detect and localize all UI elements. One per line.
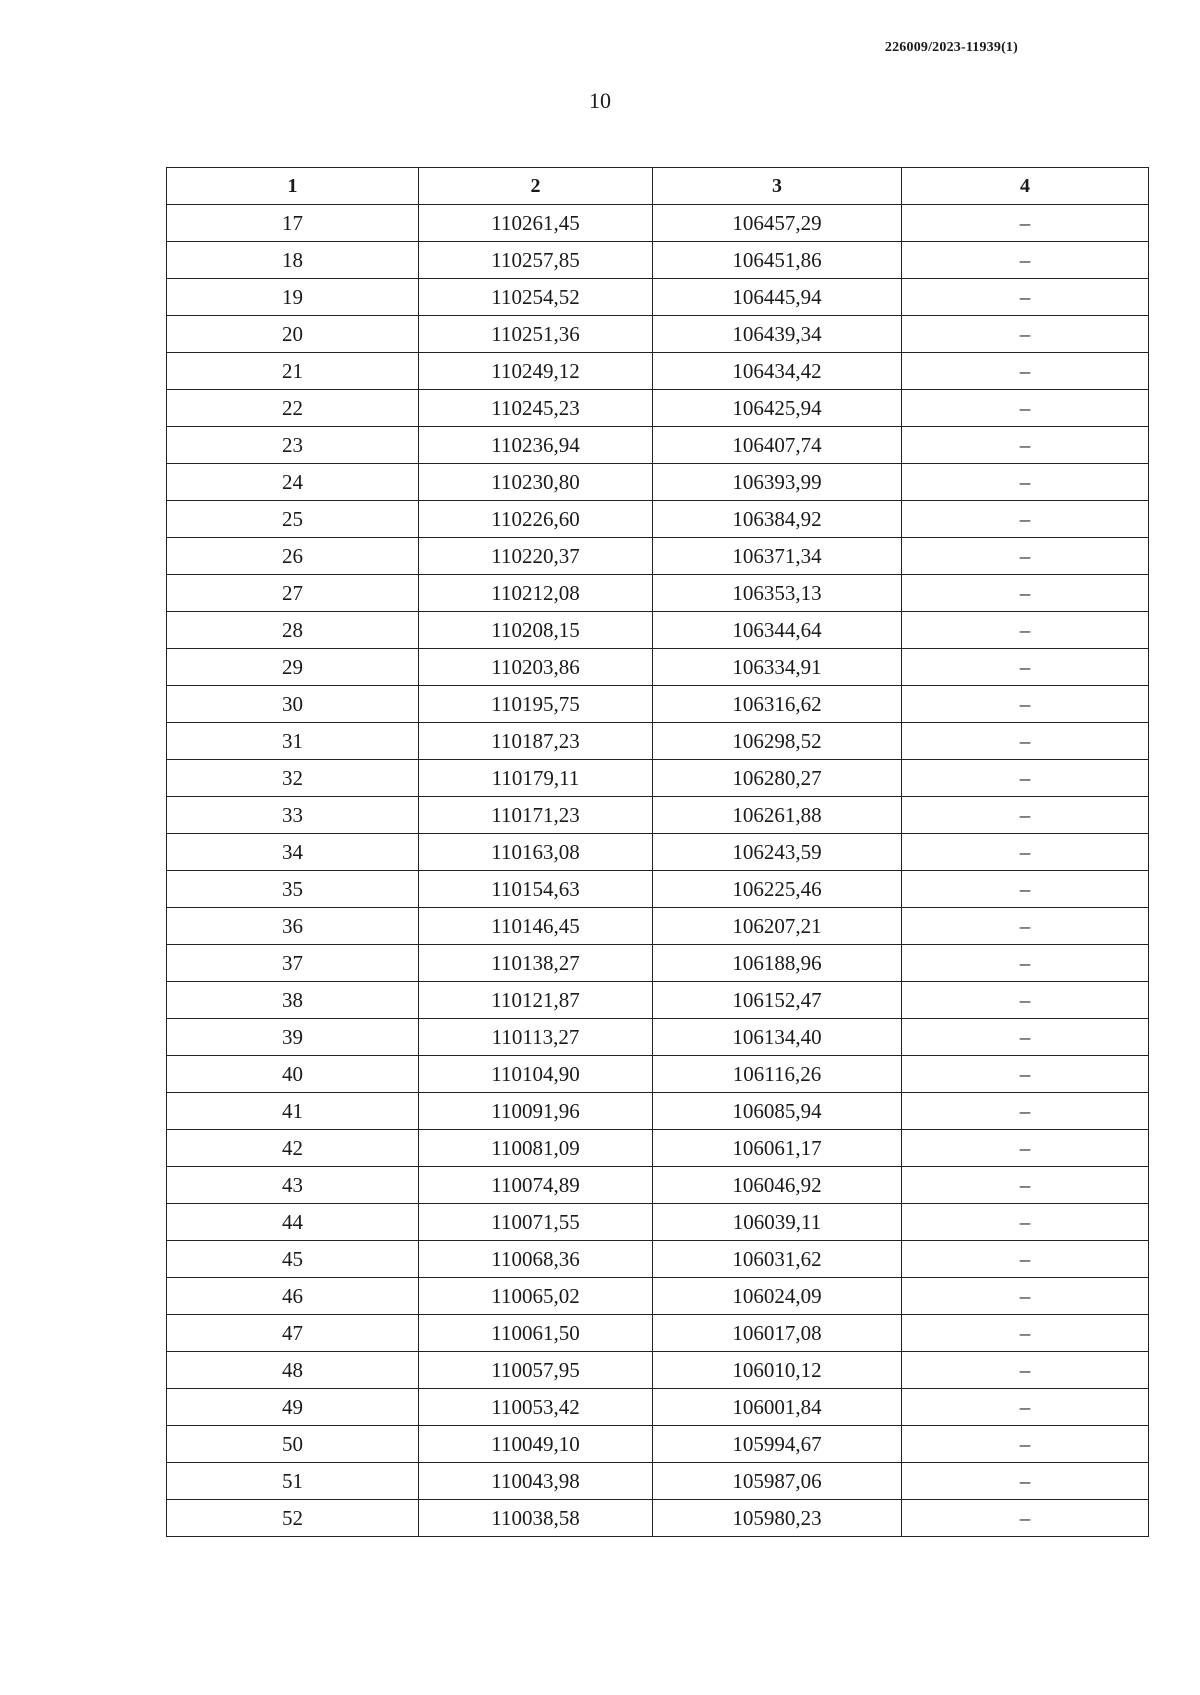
x-coordinate-cell: 110163,08 <box>419 834 653 871</box>
point-number-cell: 22 <box>167 390 419 427</box>
note-cell: – <box>902 649 1149 686</box>
point-number-cell: 47 <box>167 1315 419 1352</box>
point-number-cell: 25 <box>167 501 419 538</box>
point-number-cell: 34 <box>167 834 419 871</box>
x-coordinate-cell: 110257,85 <box>419 242 653 279</box>
y-coordinate-cell: 106001,84 <box>653 1389 902 1426</box>
x-coordinate-cell: 110138,27 <box>419 945 653 982</box>
point-number-cell: 36 <box>167 908 419 945</box>
x-coordinate-cell: 110061,50 <box>419 1315 653 1352</box>
x-coordinate-cell: 110212,08 <box>419 575 653 612</box>
point-number-cell: 26 <box>167 538 419 575</box>
x-coordinate-cell: 110091,96 <box>419 1093 653 1130</box>
note-cell: – <box>902 908 1149 945</box>
table-row <box>167 501 1149 538</box>
y-coordinate-cell: 106243,59 <box>653 834 902 871</box>
point-number-cell: 52 <box>167 1500 419 1537</box>
note-cell: – <box>902 316 1149 353</box>
page-number: 10 <box>589 88 611 113</box>
table-body <box>167 205 1149 1537</box>
point-number-cell: 18 <box>167 242 419 279</box>
note-cell: – <box>902 797 1149 834</box>
x-coordinate-cell: 110065,02 <box>419 1278 653 1315</box>
note-cell: – <box>902 760 1149 797</box>
note-cell: – <box>902 1241 1149 1278</box>
note-cell: – <box>902 1093 1149 1130</box>
table-row <box>167 205 1149 242</box>
y-coordinate-cell: 106316,62 <box>653 686 902 723</box>
table-row <box>167 575 1149 612</box>
x-coordinate-cell: 110038,58 <box>419 1500 653 1537</box>
x-coordinate-cell: 110121,87 <box>419 982 653 1019</box>
point-number-cell: 19 <box>167 279 419 316</box>
y-coordinate-cell: 106152,47 <box>653 982 902 1019</box>
table-row <box>167 612 1149 649</box>
point-number-cell: 49 <box>167 1389 419 1426</box>
table-row <box>167 1500 1149 1537</box>
y-coordinate-cell: 106031,62 <box>653 1241 902 1278</box>
x-coordinate-cell: 110053,42 <box>419 1389 653 1426</box>
table-row <box>167 1167 1149 1204</box>
table-row <box>167 242 1149 279</box>
note-cell: – <box>902 538 1149 575</box>
x-coordinate-cell: 110146,45 <box>419 908 653 945</box>
x-coordinate-cell: 110236,94 <box>419 427 653 464</box>
table-row <box>167 649 1149 686</box>
y-coordinate-cell: 106371,34 <box>653 538 902 575</box>
y-coordinate-cell: 106061,17 <box>653 1130 902 1167</box>
table-row <box>167 945 1149 982</box>
point-number-cell: 43 <box>167 1167 419 1204</box>
x-coordinate-cell: 110254,52 <box>419 279 653 316</box>
table-row <box>167 686 1149 723</box>
x-coordinate-cell: 110203,86 <box>419 649 653 686</box>
point-number-cell: 23 <box>167 427 419 464</box>
table-header-row <box>167 168 1149 205</box>
y-coordinate-cell: 106046,92 <box>653 1167 902 1204</box>
note-cell: – <box>902 982 1149 1019</box>
note-cell: – <box>902 1167 1149 1204</box>
point-number-cell: 39 <box>167 1019 419 1056</box>
y-coordinate-cell: 106384,92 <box>653 501 902 538</box>
x-coordinate-cell: 110071,55 <box>419 1204 653 1241</box>
note-cell: – <box>902 464 1149 501</box>
point-number-cell: 48 <box>167 1352 419 1389</box>
y-coordinate-cell: 105980,23 <box>653 1500 902 1537</box>
point-number-cell: 29 <box>167 649 419 686</box>
table-row <box>167 1130 1149 1167</box>
column-header-3: 3 <box>653 168 902 205</box>
y-coordinate-cell: 106451,86 <box>653 242 902 279</box>
note-cell: – <box>902 1278 1149 1315</box>
x-coordinate-cell: 110208,15 <box>419 612 653 649</box>
note-cell: – <box>902 945 1149 982</box>
x-coordinate-cell: 110179,11 <box>419 760 653 797</box>
x-coordinate-cell: 110249,12 <box>419 353 653 390</box>
point-number-cell: 31 <box>167 723 419 760</box>
table-row <box>167 538 1149 575</box>
table-row <box>167 1426 1149 1463</box>
table-row <box>167 279 1149 316</box>
y-coordinate-cell: 106334,91 <box>653 649 902 686</box>
document-number: 226009/2023-11939(1) <box>884 40 1018 55</box>
point-number-cell: 32 <box>167 760 419 797</box>
note-cell: – <box>902 427 1149 464</box>
point-number-cell: 24 <box>167 464 419 501</box>
table-row <box>167 316 1149 353</box>
point-number-cell: 35 <box>167 871 419 908</box>
table-row <box>167 982 1149 1019</box>
point-number-cell: 30 <box>167 686 419 723</box>
table-row <box>167 390 1149 427</box>
table-row <box>167 871 1149 908</box>
x-coordinate-cell: 110154,63 <box>419 871 653 908</box>
note-cell: – <box>902 1463 1149 1500</box>
point-number-cell: 46 <box>167 1278 419 1315</box>
y-coordinate-cell: 105987,06 <box>653 1463 902 1500</box>
point-number-cell: 51 <box>167 1463 419 1500</box>
x-coordinate-cell: 110104,90 <box>419 1056 653 1093</box>
y-coordinate-cell: 106134,40 <box>653 1019 902 1056</box>
note-cell: – <box>902 1500 1149 1537</box>
y-coordinate-cell: 106024,09 <box>653 1278 902 1315</box>
y-coordinate-cell: 106039,11 <box>653 1204 902 1241</box>
note-cell: – <box>902 353 1149 390</box>
note-cell: – <box>902 723 1149 760</box>
y-coordinate-cell: 106188,96 <box>653 945 902 982</box>
note-cell: – <box>902 612 1149 649</box>
table-row <box>167 1241 1149 1278</box>
point-number-cell: 38 <box>167 982 419 1019</box>
x-coordinate-cell: 110226,60 <box>419 501 653 538</box>
x-coordinate-cell: 110171,23 <box>419 797 653 834</box>
coordinates-table <box>166 167 1149 1537</box>
table-row <box>167 1056 1149 1093</box>
table-row <box>167 797 1149 834</box>
x-coordinate-cell: 110043,98 <box>419 1463 653 1500</box>
note-cell: – <box>902 1019 1149 1056</box>
y-coordinate-cell: 106445,94 <box>653 279 902 316</box>
x-coordinate-cell: 110081,09 <box>419 1130 653 1167</box>
column-header-1: 1 <box>167 168 419 205</box>
y-coordinate-cell: 106425,94 <box>653 390 902 427</box>
note-cell: – <box>902 279 1149 316</box>
note-cell: – <box>902 1315 1149 1352</box>
table-row <box>167 1204 1149 1241</box>
note-cell: – <box>902 501 1149 538</box>
point-number-cell: 50 <box>167 1426 419 1463</box>
x-coordinate-cell: 110113,27 <box>419 1019 653 1056</box>
y-coordinate-cell: 106407,74 <box>653 427 902 464</box>
y-coordinate-cell: 106434,42 <box>653 353 902 390</box>
x-coordinate-cell: 110230,80 <box>419 464 653 501</box>
table-row <box>167 1389 1149 1426</box>
table-row <box>167 834 1149 871</box>
x-coordinate-cell: 110057,95 <box>419 1352 653 1389</box>
table-row <box>167 1278 1149 1315</box>
note-cell: – <box>902 575 1149 612</box>
table-row <box>167 1093 1149 1130</box>
point-number-cell: 33 <box>167 797 419 834</box>
y-coordinate-cell: 105994,67 <box>653 1426 902 1463</box>
point-number-cell: 40 <box>167 1056 419 1093</box>
y-coordinate-cell: 106010,12 <box>653 1352 902 1389</box>
point-number-cell: 27 <box>167 575 419 612</box>
y-coordinate-cell: 106393,99 <box>653 464 902 501</box>
column-header-2: 2 <box>419 168 653 205</box>
note-cell: – <box>902 1056 1149 1093</box>
note-cell: – <box>902 390 1149 427</box>
y-coordinate-cell: 106225,46 <box>653 871 902 908</box>
y-coordinate-cell: 106344,64 <box>653 612 902 649</box>
note-cell: – <box>902 1389 1149 1426</box>
point-number-cell: 20 <box>167 316 419 353</box>
x-coordinate-cell: 110049,10 <box>419 1426 653 1463</box>
table-row <box>167 1463 1149 1500</box>
point-number-cell: 17 <box>167 205 419 242</box>
table-row <box>167 1315 1149 1352</box>
point-number-cell: 21 <box>167 353 419 390</box>
x-coordinate-cell: 110074,89 <box>419 1167 653 1204</box>
y-coordinate-cell: 106280,27 <box>653 760 902 797</box>
x-coordinate-cell: 110245,23 <box>419 390 653 427</box>
column-header-4: 4 <box>902 168 1149 205</box>
x-coordinate-cell: 110261,45 <box>419 205 653 242</box>
note-cell: – <box>902 1130 1149 1167</box>
note-cell: – <box>902 1352 1149 1389</box>
table-row <box>167 427 1149 464</box>
y-coordinate-cell: 106017,08 <box>653 1315 902 1352</box>
y-coordinate-cell: 106457,29 <box>653 205 902 242</box>
note-cell: – <box>902 242 1149 279</box>
x-coordinate-cell: 110195,75 <box>419 686 653 723</box>
y-coordinate-cell: 106261,88 <box>653 797 902 834</box>
y-coordinate-cell: 106085,94 <box>653 1093 902 1130</box>
table-row <box>167 760 1149 797</box>
y-coordinate-cell: 106353,13 <box>653 575 902 612</box>
note-cell: – <box>902 1204 1149 1241</box>
y-coordinate-cell: 106298,52 <box>653 723 902 760</box>
table-row <box>167 723 1149 760</box>
x-coordinate-cell: 110187,23 <box>419 723 653 760</box>
point-number-cell: 37 <box>167 945 419 982</box>
note-cell: – <box>902 834 1149 871</box>
point-number-cell: 44 <box>167 1204 419 1241</box>
point-number-cell: 28 <box>167 612 419 649</box>
table-row <box>167 353 1149 390</box>
table-row <box>167 464 1149 501</box>
y-coordinate-cell: 106439,34 <box>653 316 902 353</box>
x-coordinate-cell: 110220,37 <box>419 538 653 575</box>
table-row <box>167 1352 1149 1389</box>
point-number-cell: 42 <box>167 1130 419 1167</box>
note-cell: – <box>902 686 1149 723</box>
y-coordinate-cell: 106207,21 <box>653 908 902 945</box>
note-cell: – <box>902 871 1149 908</box>
x-coordinate-cell: 110068,36 <box>419 1241 653 1278</box>
y-coordinate-cell: 106116,26 <box>653 1056 902 1093</box>
table-row <box>167 1019 1149 1056</box>
point-number-cell: 41 <box>167 1093 419 1130</box>
x-coordinate-cell: 110251,36 <box>419 316 653 353</box>
note-cell: – <box>902 1426 1149 1463</box>
table-row <box>167 908 1149 945</box>
note-cell: – <box>902 205 1149 242</box>
point-number-cell: 45 <box>167 1241 419 1278</box>
